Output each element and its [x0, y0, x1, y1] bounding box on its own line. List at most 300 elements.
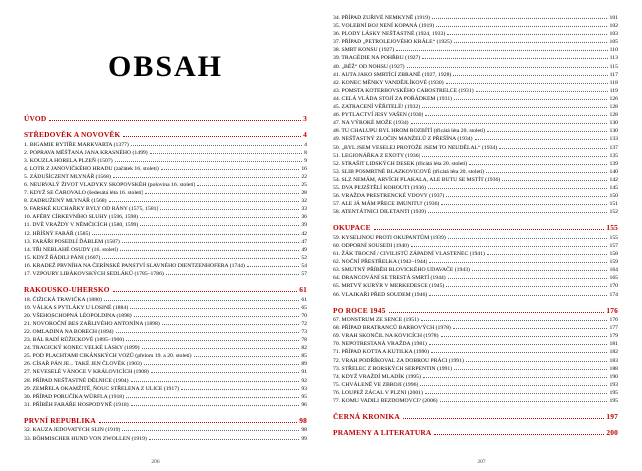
section-heading-label: PO ROCE 1945: [333, 305, 386, 315]
section-okupace: [333, 223, 618, 298]
toc-entry-label: 13. FARÁŘI POSEDLÍ ĎÁBLEM (1587): [24, 238, 120, 245]
leader-dots: [441, 203, 607, 205]
toc-entry-page: 47: [301, 238, 307, 245]
toc-entry[interactable]: [24, 336, 307, 344]
toc-entry-label: 4. LOTR Z JANOVIČKÉHO HRADU (začátek 16. století): [24, 165, 159, 172]
toc-entry[interactable]: [333, 111, 618, 119]
toc-entry-page: 181: [609, 341, 618, 348]
toc-entry-page: 117: [609, 71, 618, 78]
toc-entry-page: 130: [609, 128, 618, 135]
section-heading-page: 155: [606, 223, 618, 233]
leader-dots: [374, 228, 605, 230]
toc-entry[interactable]: [333, 22, 618, 30]
leader-dots: [422, 57, 607, 59]
toc-entry[interactable]: [333, 38, 618, 46]
toc-entry[interactable]: [24, 385, 307, 393]
toc-entry[interactable]: [333, 389, 618, 397]
leader-dots: [49, 119, 301, 121]
leader-dots: [131, 144, 302, 146]
toc-entry[interactable]: [24, 149, 307, 157]
leader-dots: [109, 200, 300, 202]
toc-entry-label: 25. POD PLACHTAMI CIKÁNSKÝCH VOZŮ (přelom 19. a 20. století): [24, 353, 192, 360]
toc-entry[interactable]: [24, 328, 307, 336]
toc-entry[interactable]: [24, 360, 307, 368]
leader-dots: [421, 319, 608, 321]
toc-entry-label: 20. VŠEHOSCHOPNÁ LÉOPOLDINA (1898): [24, 312, 132, 319]
toc-entry[interactable]: [333, 160, 618, 168]
leader-dots: [120, 249, 299, 251]
toc-entry-page: 36: [301, 214, 307, 221]
toc-entry[interactable]: [24, 262, 307, 270]
toc-entry-page: 89: [301, 361, 307, 368]
toc-entry-page: 135: [609, 152, 618, 159]
toc-entry-page: 158: [609, 251, 618, 258]
toc-entry-page: 73: [301, 328, 307, 335]
toc-entry-label: 43. POMSTA KOTERBOVSKÉHO CABOSTRELCE (1931): [333, 87, 474, 94]
toc-entry[interactable]: [24, 173, 307, 181]
toc-entry-page: 176: [609, 317, 618, 324]
toc-entry-page: 174: [609, 291, 618, 298]
toc-entry-page: 170: [609, 283, 618, 290]
toc-entry-label: 48. TU CHALUPU BYL HROM ROZBÍTÍ (třicátá léta 20. století): [333, 128, 486, 135]
leader-dots: [140, 216, 299, 218]
toc-entry-label: 18. ČIŽICKÁ TRAVIČKA (1880): [24, 296, 102, 303]
toc-entry-page: 119: [609, 87, 618, 94]
leader-dots: [145, 192, 299, 194]
toc-entry[interactable]: [24, 304, 307, 312]
toc-entry-page: 82: [301, 345, 307, 352]
toc-entry-label: 44. CELÁ VLÁDA STOJÍ ZA POŘÁDKEM (1931): [333, 95, 453, 102]
toc-entry[interactable]: [24, 320, 307, 328]
section-heading-row[interactable]: [24, 130, 307, 139]
toc-entry[interactable]: [24, 189, 307, 197]
toc-entry-label: 73. STŘELEC Z BORSKÝCH SERPENTIN (1991): [333, 365, 453, 372]
leader-dots: [131, 404, 300, 406]
leader-dots: [486, 171, 607, 173]
leader-dots: [162, 323, 300, 325]
toc-entry-page: 91: [301, 369, 307, 376]
leader-dots: [420, 384, 607, 386]
toc-entry-label: 28. PŘÍPAD NEŠŤASTNÉ DĚLNICE (1904): [24, 377, 129, 384]
toc-entry-page: 133: [609, 136, 618, 143]
toc-entry[interactable]: [333, 127, 618, 135]
toc-entry-label: 54. SLZ NEMÁM, ARVÍCH PLAKALA, ALE BUTU SE MSTÍT (1936): [333, 176, 501, 183]
toc-entry-page: 193: [609, 381, 618, 388]
leader-dots: [454, 41, 608, 43]
leader-dots: [389, 311, 605, 313]
leader-dots: [422, 155, 607, 157]
leader-dots: [434, 433, 604, 435]
toc-entry[interactable]: [24, 368, 307, 376]
toc-entry-label: 11. DVĚ VRAŽDY V NĚMČICÍCH (1580, 1599): [24, 222, 139, 229]
leader-dots: [411, 245, 608, 247]
leader-dots: [453, 327, 608, 329]
toc-entry-label: 6. NEURVALÝ ŽIVOT VLADYKY SKOPOVSKÉH (polovina 16. století): [24, 181, 196, 188]
leader-dots: [429, 261, 607, 263]
toc-entry-page: 16: [301, 165, 307, 172]
section-heading-row[interactable]: [24, 285, 307, 294]
toc-entry-label: 34. PŘÍPAD ZUŘIVÉ NEMKYNĚ (1919): [333, 15, 430, 21]
toc-entry-page: 164: [609, 267, 618, 274]
toc-entry-label: 36. PLODY LÁSKY NEŠŤASTNÉ (1924, 1933): [333, 31, 446, 38]
toc-entry-page: 118: [609, 79, 618, 86]
toc-entry-page: 179: [609, 333, 618, 340]
toc-entry[interactable]: [24, 197, 307, 205]
toc-entry-page: 165: [609, 275, 618, 282]
toc-entry-page: 195: [609, 398, 618, 405]
leader-dots: [122, 241, 300, 243]
toc-entry[interactable]: [333, 242, 618, 250]
section-heading-row[interactable]: [333, 223, 618, 232]
toc-entry-page: 137: [609, 144, 618, 151]
toc-entry[interactable]: [333, 332, 618, 340]
toc-entry[interactable]: [333, 250, 618, 258]
toc-entry-page: 102: [609, 23, 618, 30]
toc-entry-label: 17. VZPOURY LIBÁKOVSKÝCH SEDLÁKŮ (1785–1786): [24, 271, 164, 277]
toc-entry-page: 92: [301, 377, 307, 384]
toc-entry-label: 12. HŘÍŠNÝ FARÁŘ (1585): [24, 230, 91, 237]
section-continuation: [333, 14, 618, 216]
toc-entry[interactable]: [333, 316, 618, 324]
section-heading-label: STŘEDOVĚK A NOVOVĚK: [24, 130, 121, 139]
toc-entry-page: 177: [609, 325, 618, 332]
toc-entry-page: 130: [609, 120, 618, 127]
toc-entry-page: 22: [301, 173, 307, 180]
toc-entry-label: 52. STRAŠIT LIDSKÝCH DESEK (třicátá léta 20. století): [333, 160, 468, 167]
toc-entry[interactable]: [333, 95, 618, 103]
toc-entry-label: 15. KDYŽ ŘÁDILI PÁNI (1607): [24, 254, 101, 261]
toc-entry[interactable]: [24, 230, 307, 238]
toc-entry[interactable]: [333, 397, 618, 405]
toc-entry[interactable]: [333, 87, 618, 95]
toc-entry-page: 99: [301, 435, 307, 442]
toc-entry[interactable]: [333, 46, 618, 54]
leader-dots: [115, 160, 303, 162]
toc-entry-page: 42: [301, 230, 307, 237]
toc-entry-page: 9: [304, 157, 307, 164]
toc-entry-label: 68. PŘÍPAD BRATRANCŮ BARBOVÝCH (1978): [333, 325, 451, 332]
toc-entry-label: 37. PŘÍPAD „PETROLEJOVÉHO KRÁLE“ (1925): [333, 39, 452, 46]
toc-entry[interactable]: [333, 234, 618, 242]
section-heading-page: 200: [606, 428, 618, 438]
toc-entry[interactable]: [24, 435, 307, 443]
toc-entry[interactable]: [333, 282, 618, 290]
leader-dots: [432, 17, 608, 19]
leader-dots: [116, 331, 300, 333]
toc-entry-page: 78: [301, 337, 307, 344]
section-heading-row[interactable]: [333, 428, 618, 437]
toc-entry-page: 110: [609, 47, 618, 54]
section-heading-label: PRAMENY A LITERATURA: [333, 428, 432, 438]
section-heading-page: 176: [606, 305, 618, 315]
toc-entry-page: 28: [301, 190, 307, 197]
toc-entry-label: 1. BIGAMIE BYTÍŘE MARKVARTA (1377): [24, 141, 129, 148]
toc-entry-label: 31. PŘÍBĚH FARÁŘE HOSPODYNĚ (1918): [24, 401, 129, 408]
leader-dots: [161, 168, 300, 170]
toc-entry[interactable]: [333, 208, 618, 216]
toc-entry-page: 33: [301, 206, 307, 213]
toc-entry-page: 115: [609, 63, 618, 70]
toc-entry-label: 7. KDYŽ SE ČAROVALO (šedesátá léta 16. století): [24, 190, 144, 197]
toc-entry-label: 27. NEVESELÉ VÁNOCE V KRÁLOVICÍCH (1908): [24, 369, 149, 376]
toc-entry-page: 96: [301, 401, 307, 408]
toc-entry-page: 4: [304, 141, 307, 148]
toc-entry[interactable]: [333, 168, 618, 176]
toc-entry[interactable]: [24, 377, 307, 385]
toc-entry-page: 183: [609, 357, 618, 364]
toc-entry-page: 72: [301, 320, 307, 327]
toc-entry-label: 64. DRANCOVÁNÍ SE TRESTÁ SMRTÍ (1944): [333, 275, 446, 282]
toc-entry[interactable]: [333, 258, 618, 266]
leader-dots: [150, 152, 302, 154]
section-prvni-republika: [24, 416, 307, 443]
section-uvod: [24, 114, 307, 123]
toc-entry[interactable]: [333, 324, 618, 332]
toc-entry[interactable]: [24, 213, 307, 221]
section-heading-row[interactable]: [333, 306, 618, 315]
toc-entry-label: 33. BÖHMISCHER HUND VON ZWOLLEN (1919): [24, 435, 147, 442]
toc-entry-label: 62. NOČNÍ PŘESTŘELKA (1942–1944): [333, 259, 428, 266]
toc-entry-page: 150: [609, 193, 618, 200]
leader-dots: [131, 380, 300, 382]
toc-entry-page: 8: [304, 149, 307, 156]
toc-entry[interactable]: [24, 221, 307, 229]
section-heading-label: ÚVOD: [24, 114, 47, 123]
leader-dots: [113, 176, 299, 178]
toc-entry[interactable]: [24, 246, 307, 254]
toc-entry[interactable]: [24, 426, 307, 434]
toc-entry[interactable]: [24, 393, 307, 401]
toc-entry[interactable]: [333, 192, 618, 200]
leader-dots: [447, 33, 607, 35]
section-heading-row[interactable]: [333, 412, 618, 421]
leader-dots: [92, 233, 299, 235]
toc-entry-page: 95: [301, 393, 307, 400]
page-title: OBSAH: [107, 50, 224, 83]
toc-entry-page: 32: [301, 198, 307, 205]
leader-dots: [428, 187, 608, 189]
toc-entry-page: 113: [609, 55, 618, 62]
leader-dots: [166, 273, 299, 275]
toc-entry-page: 93: [301, 385, 307, 392]
leader-dots: [194, 355, 300, 357]
leader-dots: [502, 179, 607, 181]
leader-dots: [104, 299, 299, 301]
section-heading-label: OKUPACE: [333, 223, 371, 233]
toc-entry-label: 26. CÍSAŘ PÁN JE... TAKÉ JEN ČLOVĚK (1903): [24, 361, 142, 368]
toc-entry-page: 98: [301, 427, 307, 434]
toc-entry[interactable]: [333, 274, 618, 282]
toc-entry-label: 2. POPRAVA MĚŠŤANA JANA KRASNÉHO (1499): [24, 149, 148, 156]
toc-entry-label: 75. CHVÁLENĚ VE ZBROJI (1996): [333, 381, 419, 388]
toc-entry-label: 42. KONEC MĚNKY VANDĚJLÍKOVÉ (1930): [333, 79, 444, 86]
section-heading-row[interactable]: [24, 114, 307, 123]
toc-entry-page: 128: [609, 104, 618, 111]
leader-dots: [454, 368, 607, 370]
toc-entry-page: 105: [609, 39, 618, 46]
toc-entry-label: 71. PŘÍPAD KOTTA A KUTILKA (1990): [333, 349, 430, 356]
toc-entry-page: 52: [301, 254, 307, 261]
toc-entry[interactable]: [333, 119, 618, 127]
toc-entry-label: 76. LOUPEŽ ZÁCAL V PLZNI (2001): [333, 389, 423, 396]
leader-dots: [487, 253, 608, 255]
toc-entry[interactable]: [24, 296, 307, 304]
leader-dots: [151, 371, 300, 373]
section-rakousko-uhersko: [24, 285, 307, 409]
toc-entry-label: 63. SMUTNÝ PŘÍBĚH BLOVICKÉHO UDAVAČE (1943): [333, 267, 470, 274]
toc-entry[interactable]: [333, 135, 618, 143]
toc-entry-label: 41. AUTA JAKO SMRTÍCÍ ZBRANĚ (1927, 1928): [333, 71, 452, 78]
toc-entry[interactable]: [24, 141, 307, 149]
leader-dots: [469, 163, 607, 165]
toc-entry[interactable]: [333, 79, 618, 87]
toc-entry[interactable]: [24, 165, 307, 173]
toc-entry-label: 74. KDYŽ VRAŽDÍ MLADÍK (1995): [333, 373, 421, 380]
toc-entry[interactable]: [333, 373, 618, 381]
toc-entry[interactable]: [24, 205, 307, 213]
toc-entry[interactable]: [24, 344, 307, 352]
toc-entry[interactable]: [333, 152, 618, 160]
leader-dots: [440, 400, 608, 402]
toc-entry-label: 10. AFÉRY CÍRKEVNÍHO SLUHY (1596, 1598): [24, 214, 139, 221]
section-heading-page: 61: [299, 285, 307, 295]
section-heading-page: 98: [299, 415, 307, 425]
toc-entry-label: 65. MRTVÝ KURÝR V MERKEDESCE (1945): [333, 283, 445, 290]
toc-entry-label: 22. OMLADINA NA BORECH (1894): [24, 328, 114, 335]
toc-entry-label: 77. KOMU VADILI BEZDOMOVCI? (2006): [333, 398, 438, 405]
section-heading-label: PRVNÍ REPUBLIKA: [24, 415, 96, 425]
toc-entry[interactable]: [333, 184, 618, 192]
toc-entry-label: 69. VRAH SKONČIL NA KOVICÍCH (1978): [333, 333, 439, 340]
toc-entry[interactable]: [333, 63, 618, 71]
leader-dots: [429, 294, 607, 296]
toc-entry-page: 25: [301, 181, 307, 188]
leader-dots: [411, 122, 608, 124]
toc-entry[interactable]: [333, 103, 618, 111]
leader-dots: [428, 211, 607, 213]
toc-entry-label: 39. TRAGÉDIE NA POHŘBU (1927): [333, 55, 421, 62]
toc-entry[interactable]: [24, 270, 307, 278]
toc-entry-page: 151: [609, 201, 618, 208]
leader-dots: [425, 114, 607, 116]
leader-dots: [423, 376, 608, 378]
toc-entry[interactable]: [333, 291, 618, 299]
toc-entry[interactable]: [333, 348, 618, 356]
section-heading-page: 3: [303, 114, 307, 123]
leader-dots: [403, 417, 604, 419]
section-heading-page: 4: [303, 130, 307, 139]
leader-dots: [448, 277, 608, 279]
toc-entry[interactable]: [24, 181, 307, 189]
toc-entry-page: 188: [609, 365, 618, 372]
toc-entry[interactable]: [24, 401, 307, 409]
toc-entry-label: 67. MONSTRUM ZE SENCE (1951): [333, 317, 419, 324]
toc-entry-page: 85: [301, 353, 307, 360]
toc-entry-label: 3. KOUZLA HORELA PLZEŇ (1507): [24, 157, 113, 164]
leader-dots: [446, 195, 607, 197]
toc-entry-page: 57: [301, 271, 307, 277]
toc-entry-label: 60. ODPORNÍ SOUSEDI (1940): [333, 242, 409, 249]
toc-entry[interactable]: [333, 340, 618, 348]
toc-entry-label: 23. BÁL RADÍ RŮŽICKOVÉ (1895–1900): [24, 337, 125, 344]
toc-entry-label: 58. ATENTÁTNICI DILETANTI (1939): [333, 209, 427, 216]
toc-entry-page: 139: [609, 160, 618, 167]
toc-entry-label: 29. ZEMŘELA OKAMŽITĚ, ŇOUC STŘELENA Z ULICE (1917): [24, 385, 179, 392]
toc-entry-label: 66. VLAJKAŘI PŘED SOUDEM (1946): [333, 291, 428, 298]
leader-dots: [453, 74, 607, 76]
toc-entry-page: 182: [609, 349, 618, 356]
toc-entry[interactable]: [333, 381, 618, 389]
leader-dots: [102, 257, 299, 259]
toc-entry-label: 35. VOLEBNÍ BOJ NENÍ KOPANÁ (1919): [333, 23, 435, 30]
section-heading-label: RAKOUSKO-UHERSKO: [24, 285, 110, 295]
toc-entry-label: 50. „BYL JSEM VESELEJ PROTOŽE JSEM TO NEUDĚLAL“ (1934): [333, 144, 498, 151]
toc-entry-page: 159: [609, 259, 618, 266]
toc-entry-label: 40. „BĚŽ“ OD NOHSU (1927): [333, 63, 405, 70]
leader-dots: [126, 339, 299, 341]
section-stredovek-a-novovek: [24, 130, 307, 278]
toc-entry[interactable]: [333, 365, 618, 373]
toc-entry[interactable]: [333, 54, 618, 62]
toc-entry[interactable]: [24, 312, 307, 320]
leader-dots: [134, 315, 300, 317]
section-prameny-a-literatura: [333, 428, 618, 437]
toc-entry[interactable]: [333, 14, 618, 22]
leader-dots: [197, 184, 299, 186]
toc-entry[interactable]: [333, 30, 618, 38]
toc-entry[interactable]: [24, 254, 307, 262]
toc-entry[interactable]: [333, 176, 618, 184]
toc-entry-page: 195: [609, 389, 618, 396]
toc-entry-page: 54: [301, 262, 307, 269]
toc-entry-label: 21. NOVOROČNÍ BES ZAŘLIVÉHO ANTONÍNA (1898): [24, 320, 160, 327]
toc-entry[interactable]: [333, 144, 618, 152]
toc-entry[interactable]: [24, 157, 307, 165]
folio-left: 206: [151, 459, 160, 465]
toc-entry[interactable]: [333, 357, 618, 365]
leader-dots: [144, 363, 300, 365]
toc-entry-page: 101: [609, 15, 618, 21]
toc-entry[interactable]: [333, 200, 618, 208]
section-heading-label: ČERNÁ KRONIKA: [333, 412, 400, 422]
folio-right: 207: [477, 459, 486, 465]
section-heading-row[interactable]: [24, 416, 307, 425]
toc-entry[interactable]: [24, 352, 307, 360]
toc-entry-page: 61: [301, 296, 307, 303]
leader-dots: [123, 135, 301, 137]
toc-entry-label: 70. NEPOTRESTANÁ VRAŽDA (1981): [333, 341, 427, 348]
leader-dots: [446, 82, 608, 84]
right-page: [321, 0, 642, 471]
toc-entry-label: 55. DVA PEJZŠTĚLÍ KOHOUTI (1936): [333, 184, 426, 191]
toc-entry-label: 24. TRAGICKÝ KONEC VELKÉ LÁSKY (1899): [24, 345, 140, 352]
toc-entry-label: 8. ZADRUŽENÝ MLYNÁŘ (1568): [24, 198, 107, 205]
leader-dots: [140, 224, 299, 226]
toc-entry[interactable]: [333, 266, 618, 274]
toc-entry-page: 152: [609, 209, 618, 216]
leader-dots: [487, 130, 607, 132]
toc-entry-label: 30. PŘÍPAD PORUČÍKA WÜRFLA (1918): [24, 393, 125, 400]
leader-dots: [113, 290, 297, 292]
leader-dots: [181, 388, 299, 390]
toc-entry-label: 38. SMRT KONSU (1927): [333, 47, 395, 54]
toc-entry-page: 65: [301, 304, 307, 311]
leader-dots: [122, 429, 299, 431]
toc-entry-label: 47. NA VÝROKÉ MOŽE (1934): [333, 120, 409, 127]
leader-dots: [429, 343, 608, 345]
toc-entry[interactable]: [24, 238, 307, 246]
toc-entry[interactable]: [333, 71, 618, 79]
